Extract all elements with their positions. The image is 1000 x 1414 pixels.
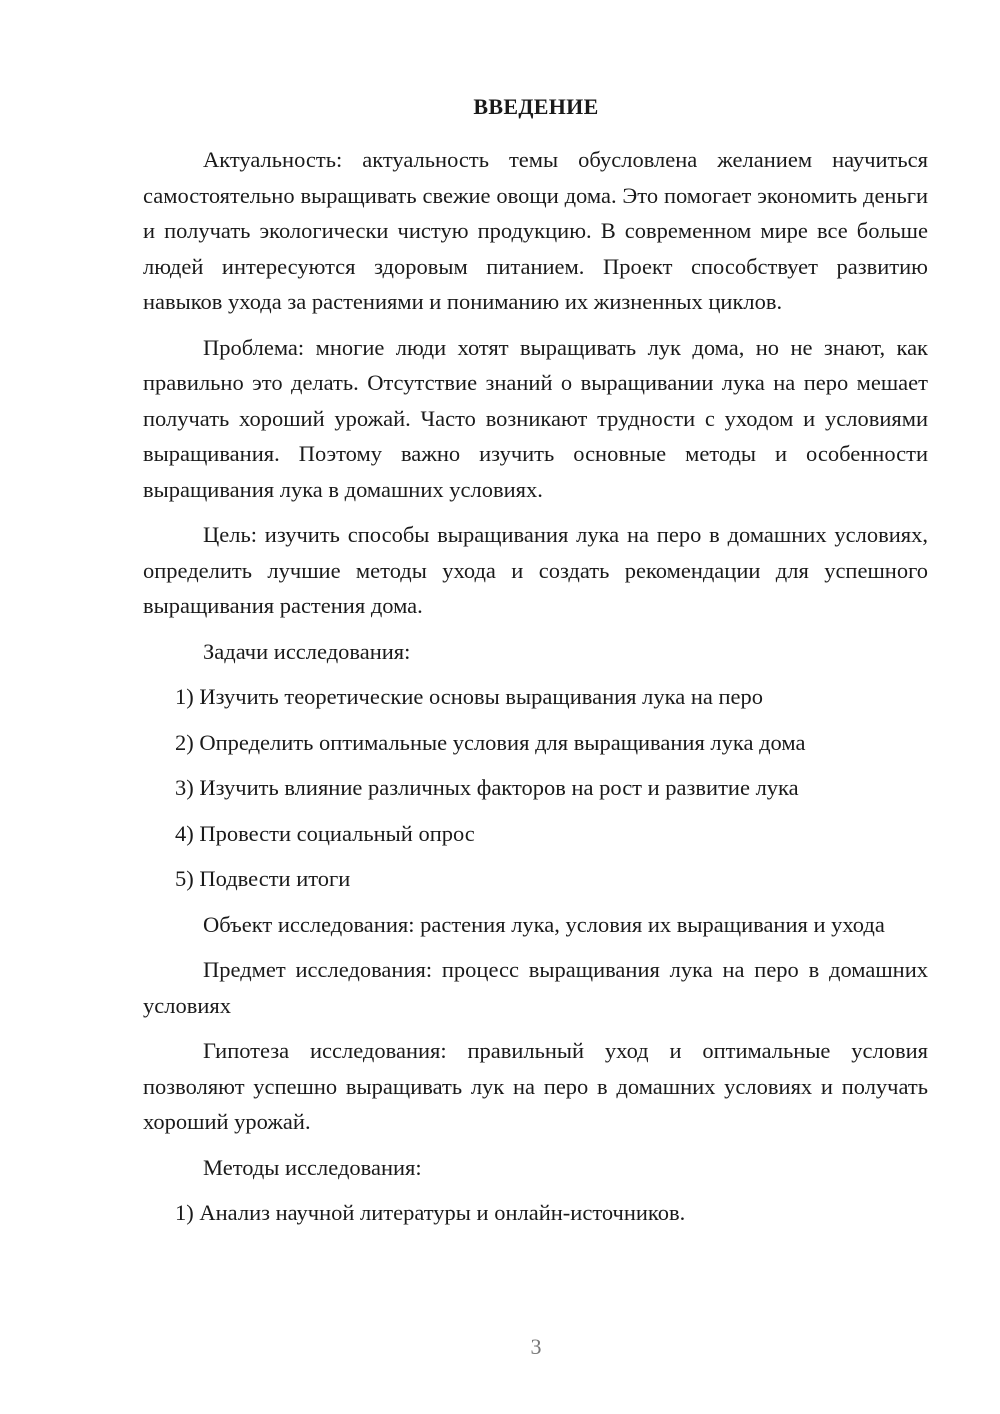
hypothesis-paragraph: Гипотеза исследования: правильный уход и оптимальные условия позволяют успешно выращивать лук на перо в домашних условиях и получать хороший урожай. — [143, 1038, 928, 1134]
method-item-1: 1) Анализ научной литературы и онлайн-источников. — [175, 1200, 686, 1225]
task-item-5: 5) Подвести итоги — [175, 866, 351, 891]
task-item-3: 3) Изучить влияние различных факторов на рост и развитие лука — [175, 775, 799, 800]
problem-paragraph: Проблема: многие люди хотят выращивать лук дома, но не знают, как правильно это делать. Отсутствие знаний о выращивании лука на перо мешает получать хороший урожай. Часто возникают трудности с уходом и условиями выращивания. Поэтому важно изучить основные методы и особенности выращивания лука в домашних условиях. — [143, 334, 928, 502]
subject-paragraph: Предмет исследования: процесс выращивания лука на перо в домашних условиях — [143, 957, 928, 1018]
methods-heading: Методы исследования: — [203, 1154, 422, 1180]
document-body — [143, 142, 928, 1241]
goal-paragraph: Цель: изучить способы выращивания лука на перо в домашних условиях, определить лучшие методы ухода и создать рекомендации для успешного выращивания растения дома. — [143, 522, 928, 618]
task-item-4: 4) Провести социальный опрос — [175, 820, 475, 846]
task-item-1: 1) Изучить теоретические основы выращивания лука на перо — [175, 684, 763, 709]
page-number: 3 — [530, 1334, 542, 1359]
task-item-2: 2) Определить оптимальные условия для выращивания лука дома — [175, 729, 806, 755]
relevance-paragraph: Актуальность: актуальность темы обусловлена желанием научиться самостоятельно выращивать свежие овощи дома. Это помогает экономить деньги и получать экологически чистую продукцию. В современном мире все больше людей интересуются здоровым питанием. Проект способствует развитию навыков ухода за растениями и пониманию их жизненных циклов. — [143, 147, 928, 314]
tasks-heading: Задачи исследования: — [203, 638, 411, 664]
object-paragraph: Объект исследования: растения лука, условия их выращивания и ухода — [203, 911, 885, 937]
page-title: ВВЕДЕНИЕ — [473, 94, 599, 119]
